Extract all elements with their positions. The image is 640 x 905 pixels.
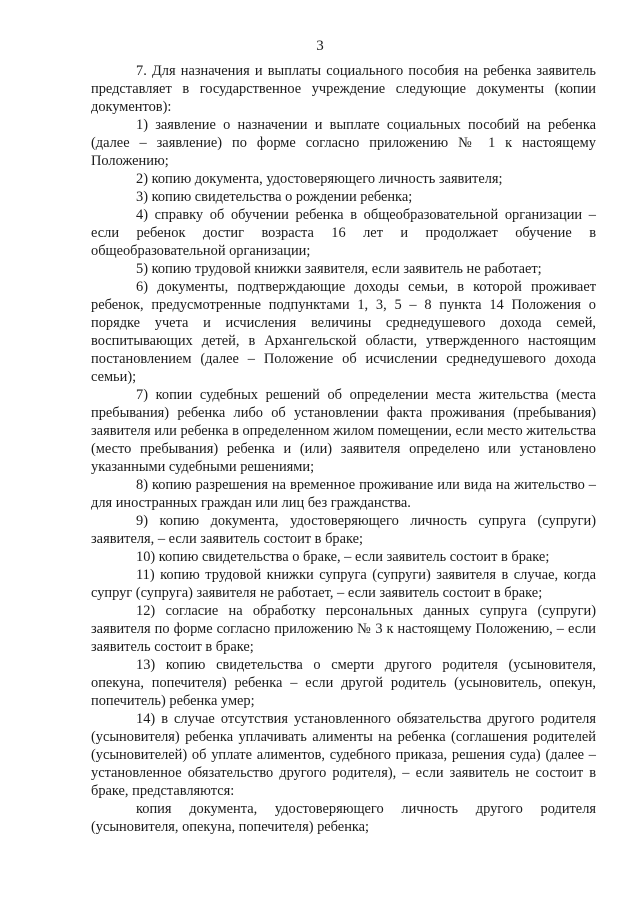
paragraph-subitem-14: 14) в случае отсутствия установленного обязательства другого родителя (усыновителя) ребенка уплачивать алименты на ребенка (соглашения родителей (усыновителей) об уплате алиментов, судебного приказа, решения суда) (далее – установленное обязательство другого родителя), – если заявитель не состоит в браке, представляются:: [91, 711, 596, 799]
paragraph-subitem-3: 3) копию свидетельства о рождении ребенка;: [136, 189, 413, 205]
paragraph-subitem-13: 13) копию свидетельства о смерти другого родителя (усыновителя, опекуна, попечителя) ребенка – если другой родитель (усыновитель, опекун, попечитель) ребенка умер;: [91, 657, 596, 709]
paragraph-subitem-8: 8) копию разрешения на временное проживание или вида на жительство – для иностранных граждан или лиц без гражданства.: [91, 477, 596, 511]
paragraph-subitem-12: 12) согласие на обработку персональных данных супруга (супруги) заявителя по форме согласно приложению № 3 к настоящему Положению, – если заявитель состоит в браке;: [91, 603, 596, 655]
paragraph-subitem-6: 6) документы, подтверждающие доходы семьи, в которой проживает ребенок, предусмотренные подпунктами 1, 3, 5 – 8 пункта 14 Положения о порядке учета и исчисления величины среднедушевого дохода семей, воспитывающих детей, в Архангельской области, утвержденного настоящим постановлением (далее – Положение об исчислении среднедушевого дохода семьи);: [91, 279, 596, 385]
paragraph-subitem-4: 4) справку об обучении ребенка в общеобразовательной организации – если ребенок достиг возраста 16 лет и продолжает обучение в общеобразовательной организации;: [91, 207, 596, 259]
document-body: [91, 62, 596, 836]
paragraph-subitem-1: 1) заявление о назначении и выплате социальных пособий на ребенка (далее – заявление) по форме согласно приложению № 1 к настоящему Положению;: [91, 117, 596, 169]
paragraph-subitem-2: 2) копию документа, удостоверяющего личность заявителя;: [136, 171, 503, 187]
paragraph-subitem-9: 9) копию документа, удостоверяющего личность супруга (супруги) заявителя, – если заявитель состоит в браке;: [91, 513, 596, 547]
paragraph-subitem-10: 10) копию свидетельства о браке, – если заявитель состоит в браке;: [136, 549, 550, 565]
paragraph-subitem-7: 7) копии судебных решений об определении места жительства (места пребывания) ребенка либо об установлении факта проживания (пребывания) заявителя или ребенка в определенном жилом помещении, если место жительства (место пребывания) ребенка и (или) заявителя определено или установлено указанными судебными решениями;: [91, 387, 596, 475]
paragraph-item-7: 7. Для назначения и выплаты социального пособия на ребенка заявитель представляет в государственное учреждение следующие документы (копии документов):: [91, 63, 596, 115]
paragraph-subitem-5: 5) копию трудовой книжки заявителя, если заявитель не работает;: [136, 261, 542, 277]
page-number: 3: [316, 38, 324, 54]
paragraph-continuation: копия документа, удостоверяющего личность другого родителя (усыновителя, опекуна, попечителя) ребенка;: [91, 801, 596, 835]
paragraph-subitem-11: 11) копию трудовой книжки супруга (супруги) заявителя в случае, когда супруг (супруга) заявителя не работает, – если заявитель состоит в браке;: [91, 567, 596, 601]
